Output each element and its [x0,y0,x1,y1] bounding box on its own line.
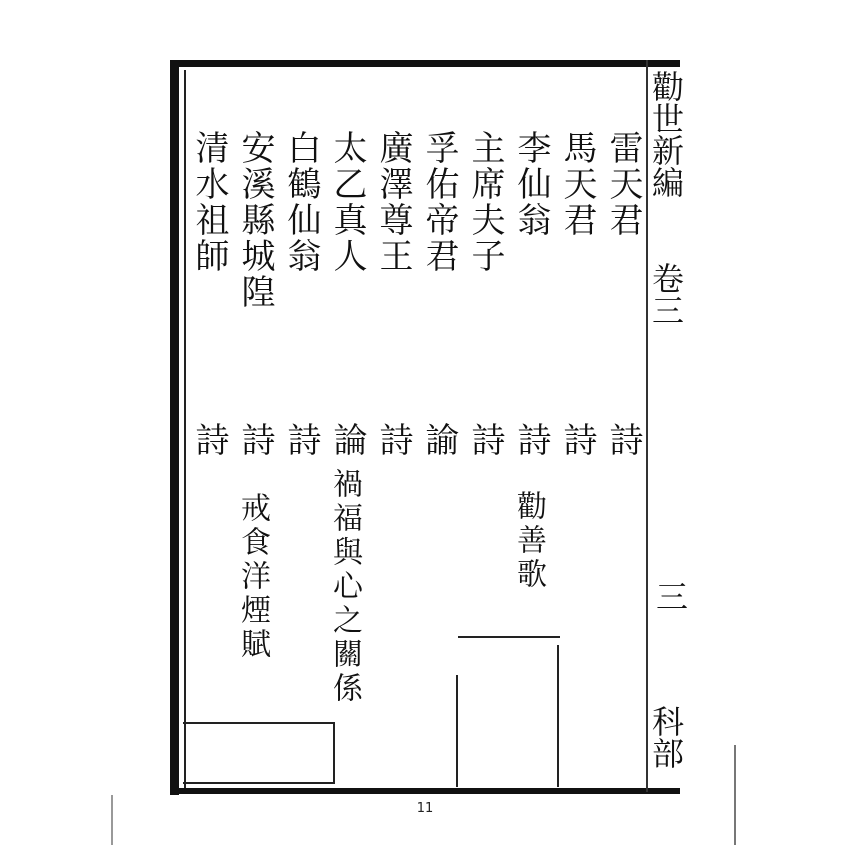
empty-box-right-right [557,645,559,787]
author-column: 安溪縣城隍 [235,130,275,310]
empty-box-right-top [458,636,560,638]
margin-section: 科部 [647,705,685,769]
genre-label: 詩 [465,422,505,458]
author-column: 白鶴仙翁 [281,130,321,274]
genre-label: 詩 [189,422,229,458]
scan-edge-right [734,745,736,845]
scan-edge-left [111,795,113,845]
margin-book-title: 勸世新編 [647,70,685,198]
author-column: 太乙真人 [327,130,367,274]
frame-bottom-border [172,788,680,794]
page-number: 11 [416,801,434,816]
genre-label: 詩 [281,422,321,458]
work-title: 勸善歌 [511,490,546,592]
frame-top-border [172,60,680,67]
author-column: 孚佑帝君 [419,130,459,274]
genre-label: 詩 [235,422,275,458]
empty-box-right-left [456,675,458,787]
author-column: 雷天君 [603,130,643,238]
genre-label: 諭 [419,422,459,458]
margin-volume: 卷三 [647,262,685,326]
genre-label: 詩 [373,422,413,458]
margin-folio: 三 [651,580,689,612]
genre-label: 詩 [511,422,551,458]
author-column: 李仙翁 [511,130,551,238]
genre-label: 論 [327,422,367,458]
frame-left-border [170,60,179,795]
author-column: 清水祖師 [189,130,229,274]
work-title: 戒食洋煙賦 [235,492,270,662]
genre-label: 詩 [557,422,597,458]
author-column: 廣澤尊王 [373,130,413,274]
author-column: 馬天君 [557,130,597,238]
empty-box-left [183,722,335,784]
author-column: 主席夫子 [465,130,505,274]
frame-left-inner-line [184,70,186,790]
genre-label: 詩 [603,422,643,458]
work-title: 禍福與心之關係 [327,468,362,706]
